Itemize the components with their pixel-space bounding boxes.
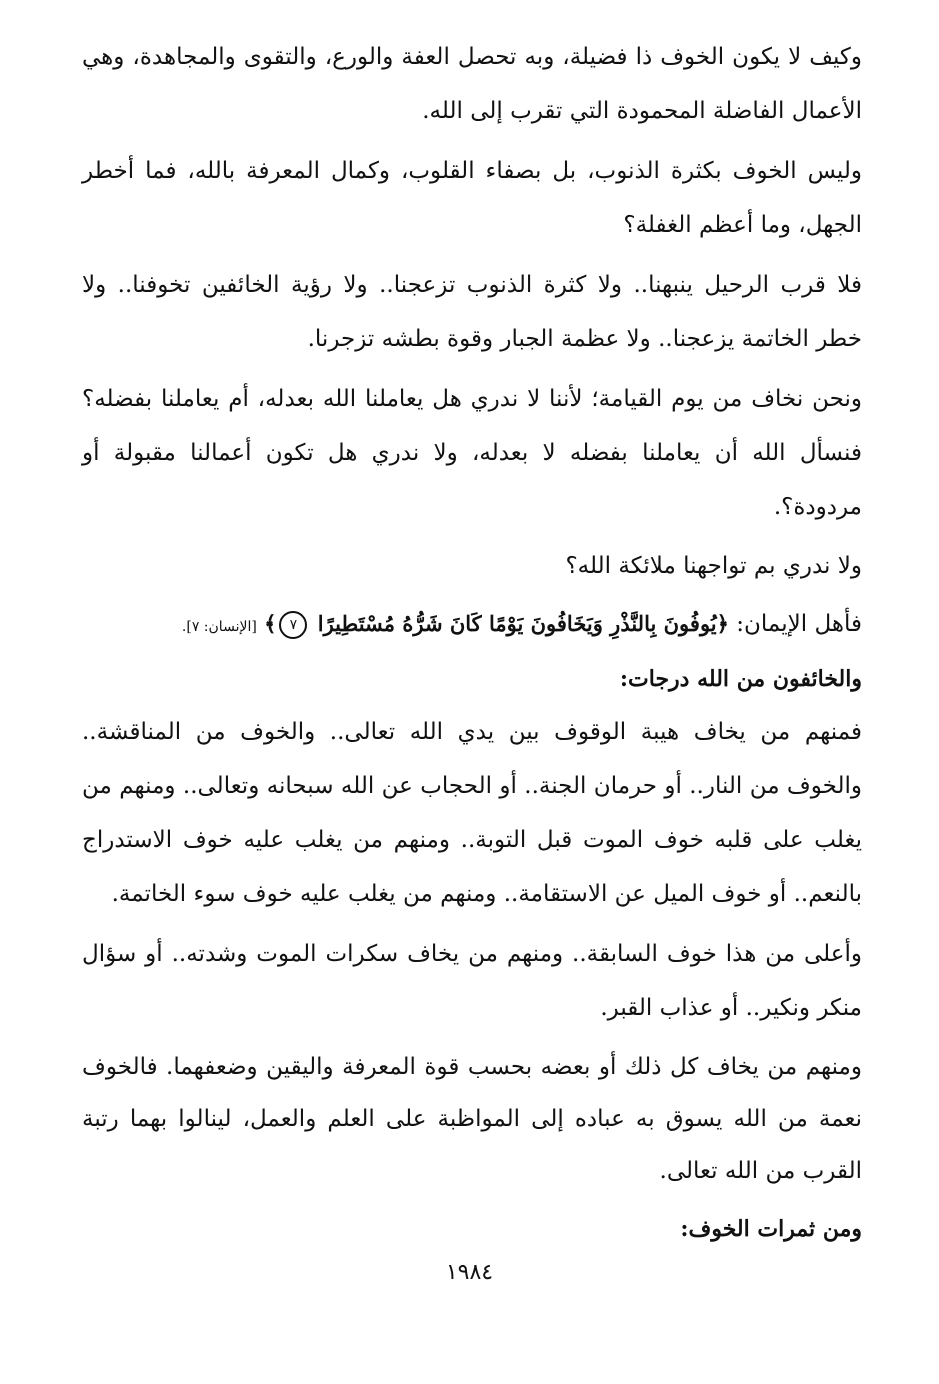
heading-degrees-of-fear: والخائفون من الله درجات: [619,666,862,692]
paragraph-day-of-judgment: ونحن نخاف من يوم القيامة؛ لأننا لا ندري هل يعاملنا الله بعدله، أم يعاملنا بفضله؟ فنسأل الله أن يعاملنا بفضله لا بعدله، ولا ندري هل تكون أعمالنا مقبولة أو مردودة؟. [82,386,862,520]
book-page [82,30,862,1255]
paragraph-angels: ولا ندري بم تواجهنا ملائكة الله؟ [565,553,862,579]
heading-fruits-of-fear: ومن ثمرات الخوف: [680,1216,862,1242]
page-number: ١٩٨٤ [445,1260,494,1285]
verse-close-bracket: ﴾ [264,611,277,636]
verse-number-marker: ٧ [279,611,307,639]
quran-verse-line [82,598,862,653]
verse-prefix: فأهل الإيمان: [736,611,862,637]
quran-verse-text: يُوفُونَ بِالنَّذْرِ وَيَخَافُونَ يَوْمًا كَانَ شَرُّهُ مُسْتَطِيرًا [317,611,717,636]
paragraph-fear-as-blessing: ومنهم من يخاف كل ذلك أو بعضه بحسب قوة المعرفة واليقين وضعفهما. فالخوف نعمة من الله يسوق به عباده إلى المواظبة على العلم والعمل، لينالوا بهما رتبة القرب من الله تعالى. [82,1054,862,1184]
paragraph-higher-fear: وأعلى من هذا خوف السابقة.. ومنهم من يخاف سكرات الموت وشدته.. أو سؤال منكر ونكير.. أو عذاب القبر. [82,941,862,1021]
paragraph-virtue-of-fear: وكيف لا يكون الخوف ذا فضيلة، وبه تحصل العفة والورع، والتقوى والمجاهدة، وهي الأعمال الفاضلة المحمودة التي تقرب إلى الله. [82,44,862,124]
paragraph-types-of-fear: فمنهم من يخاف هيبة الوقوف بين يدي الله تعالى.. والخوف من المناقشة.. والخوف من النار.. أو حرمان الجنة.. أو الحجاب عن الله سبحانه وتعالى.. ومنهم من يغلب على قلبه خوف الموت قبل التوبة.. ومنهم من يغلب عليه خوف الاستدراج بالنعم.. أو خوف الميل عن الاستقامة.. ومنهم من يغلب عليه خوف سوء الخاتمة. [82,719,862,907]
paragraph-fear-and-knowledge: وليس الخوف بكثرة الذنوب، بل بصفاء القلوب، وكمال المعرفة بالله، فما أخطر الجهل، وما أعظم الغفلة؟ [82,158,862,238]
verse-open-bracket: ﴿ [716,611,729,636]
paragraph-heedlessness: فلا قرب الرحيل ينبهنا.. ولا كثرة الذنوب تزعجنا.. ولا رؤية الخائفين تخوفنا.. ولا خطر الخاتمة يزعجنا.. ولا عظمة الجبار وقوة بطشه تزجرنا. [82,272,862,352]
verse-reference: [الإنسان: ٧]. [181,619,257,635]
